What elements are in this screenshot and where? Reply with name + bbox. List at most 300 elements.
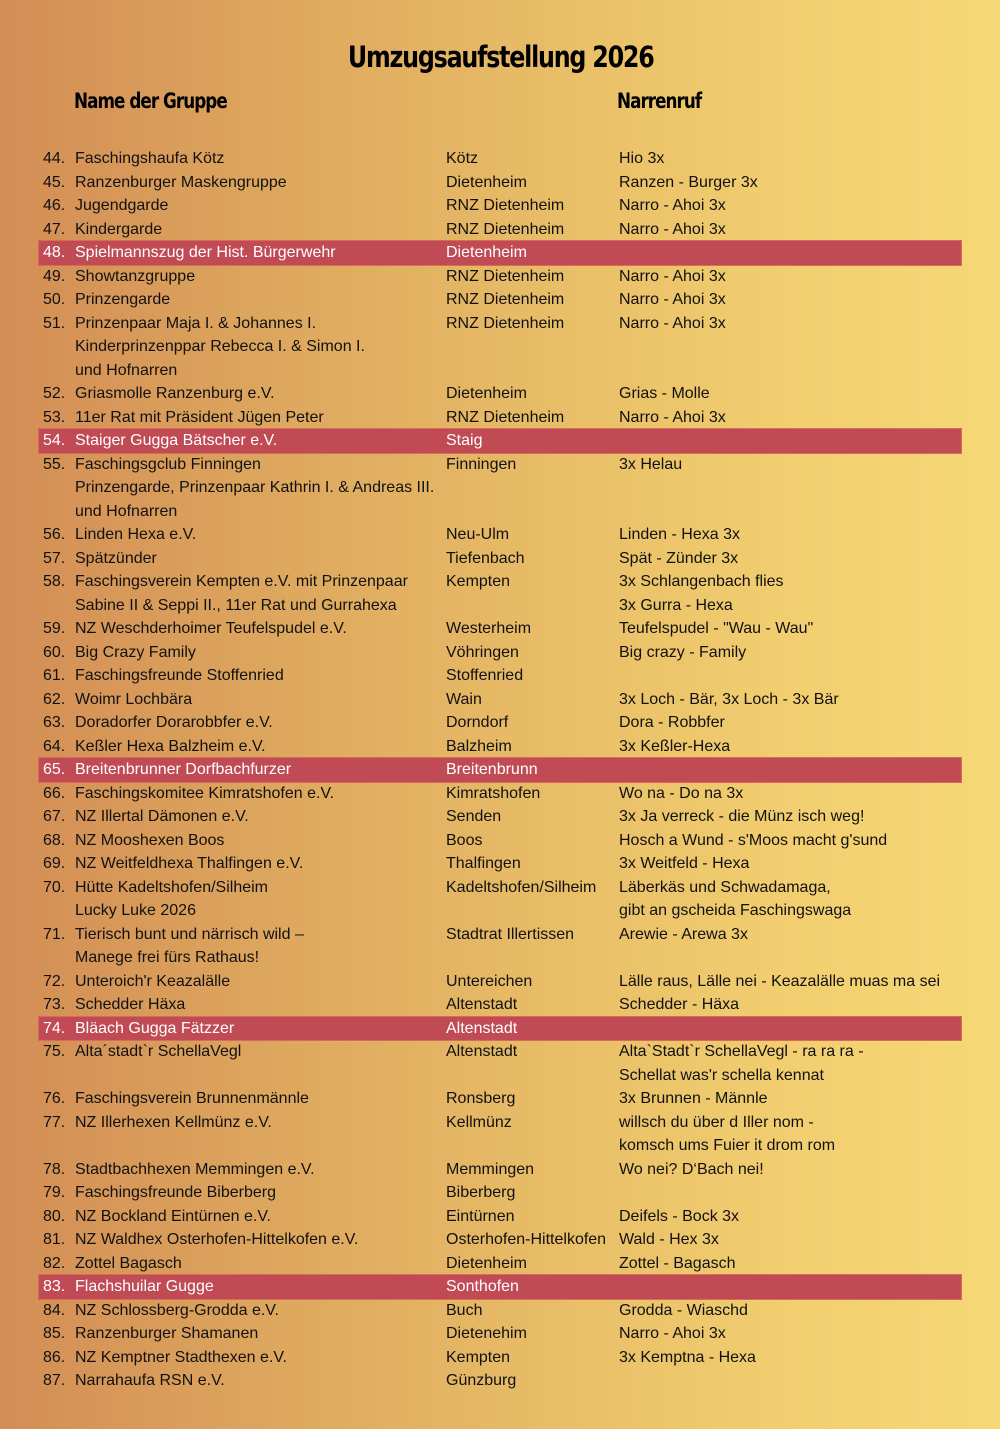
group-name-line: Woimr Lochbära <box>75 690 193 708</box>
entry-number: 58. <box>43 573 66 590</box>
entry-number: 50. <box>43 291 66 308</box>
entry-number: 74. <box>43 1019 66 1037</box>
entry-number: 56. <box>43 526 66 543</box>
group-place: Stoffenried <box>446 667 524 684</box>
entry-number: 85. <box>43 1325 66 1342</box>
narrenruf-line: Narro - Ahoi 3x <box>619 291 726 308</box>
narrenruf-line: Big crazy - Family <box>619 643 747 661</box>
narrenruf <box>618 617 961 641</box>
group-name-line: Faschingsgclub Finningen <box>75 455 261 473</box>
narrenruf <box>618 805 961 829</box>
narrenruf <box>618 547 961 571</box>
entry-number: 54. <box>43 432 66 449</box>
group-place: Untereichen <box>446 972 533 990</box>
group-place: Vöhringen <box>446 643 519 661</box>
list-item <box>39 923 961 970</box>
group-place: Neu-Ulm <box>446 526 510 543</box>
narrenruf <box>618 664 961 688</box>
narrenruf-line: 3x Weitfeld - Hexa <box>619 855 750 872</box>
list-item <box>39 1369 961 1393</box>
list-item <box>39 852 961 876</box>
group-name <box>75 1158 446 1182</box>
narrenruf-line: Alta`Stadt`r SchellaVegl - ra ra ra - <box>619 1043 864 1060</box>
narrenruf <box>618 1275 961 1299</box>
entry-number: 49. <box>43 267 66 285</box>
group-name <box>75 312 446 383</box>
entry-number: 52. <box>43 385 66 402</box>
entry-number: 65. <box>43 761 66 778</box>
entry-number: 76. <box>43 1090 66 1107</box>
entry-number: 73. <box>43 996 66 1013</box>
narrenruf-line: 3x Keßler-Hexa <box>619 737 731 755</box>
list-item <box>39 688 961 712</box>
group-name-line: NZ Weschderhoimer Teufelspudel e.V. <box>75 620 347 637</box>
group-name-line: Kindergarde <box>75 220 163 238</box>
narrenruf <box>618 758 961 782</box>
narrenruf-line: Wo nei? D‘Bach nei! <box>619 1160 764 1178</box>
group-place: Senden <box>446 808 502 825</box>
group-place: Altenstadt <box>446 996 518 1013</box>
entry-number: 75. <box>43 1043 66 1060</box>
list-item <box>39 1111 961 1158</box>
narrenruf-line: 3x Ja verreck - die Münz isch weg! <box>619 808 865 825</box>
entry-number: 63. <box>43 714 66 731</box>
list-item <box>39 1205 961 1229</box>
group-name <box>75 735 446 759</box>
narrenruf-line: Narro - Ahoi 3x <box>619 267 726 285</box>
narrenruf <box>618 1252 961 1276</box>
narrenruf-line: Narro - Ahoi 3x <box>619 1325 726 1342</box>
entry-number: 82. <box>43 1254 66 1272</box>
group-name <box>75 664 446 688</box>
narrenruf <box>618 1181 961 1205</box>
narrenruf <box>618 1205 961 1229</box>
group-name-line: Bläach Gugga Fätzzer <box>75 1019 235 1037</box>
narrenruf-line: Wo na - Do na 3x <box>619 784 744 802</box>
group-name-line: 11er Rat mit Präsident Jügen Peter <box>75 408 324 426</box>
group-name-line: Big Crazy Family <box>75 643 196 661</box>
narrenruf <box>618 1346 961 1370</box>
group-name <box>75 758 446 782</box>
narrenruf <box>618 688 961 712</box>
list-item <box>39 1181 961 1205</box>
group-name <box>75 876 446 923</box>
group-name <box>75 688 446 712</box>
group-name-line: Faschingsverein Brunnenmännle <box>75 1090 309 1107</box>
entry-number: 64. <box>43 737 66 755</box>
group-name <box>75 570 446 617</box>
group-name-line: Jugendgarde <box>75 197 169 214</box>
group-place: Kellmünz <box>446 1113 512 1131</box>
entry-number: 69. <box>43 855 66 872</box>
narrenruf-line: Deifels - Bock 3x <box>619 1207 740 1225</box>
group-name <box>75 547 446 571</box>
group-place: RNZ Dietenheim <box>446 267 565 285</box>
group-place: Eintürnen <box>446 1207 515 1225</box>
list-item-highlighted <box>39 1017 961 1041</box>
entry-number: 60. <box>43 643 66 661</box>
group-name <box>75 147 446 171</box>
column-header-narrenruf: Narrenruf <box>617 89 702 113</box>
group-place: Wain <box>446 690 482 708</box>
entry-number: 57. <box>43 549 66 567</box>
narrenruf-line: Lälle raus, Lälle nei - Keazalälle muas ma sei <box>619 972 941 990</box>
group-place: RNZ Dietenheim <box>446 314 565 332</box>
narrenruf-line: Zottel - Bagasch <box>619 1254 736 1272</box>
entry-number: 87. <box>43 1372 66 1389</box>
list-item <box>39 782 961 806</box>
narrenruf-line: Spät - Zünder 3x <box>619 549 739 567</box>
narrenruf <box>618 711 961 735</box>
list-item <box>39 147 961 171</box>
group-name-line: Spielmannszug der Hist. Bürgerwehr <box>75 244 336 261</box>
list-item <box>39 570 961 617</box>
group-name-line: Faschingsverein Kempten e.V. mit Prinzenpaar <box>75 573 408 590</box>
narrenruf <box>618 406 961 430</box>
group-name-line: Ranzenburger Shamanen <box>75 1325 259 1342</box>
narrenruf <box>618 876 961 923</box>
narrenruf <box>618 429 961 453</box>
group-place: Finningen <box>446 455 517 473</box>
group-name-line: Showtanzgruppe <box>75 267 196 285</box>
group-place: RNZ Dietenheim <box>446 220 565 238</box>
list-item <box>39 1299 961 1323</box>
group-place: Ronsberg <box>446 1090 516 1107</box>
narrenruf <box>618 993 961 1017</box>
narrenruf-line: Schellat was'r schella kennat <box>619 1066 824 1084</box>
list-item <box>39 547 961 571</box>
narrenruf-line: komsch ums Fuier it drom rom <box>619 1137 836 1154</box>
list-item <box>39 1087 961 1111</box>
narrenruf-line: Läberkäs und Schwadamaga, <box>619 878 831 896</box>
group-name-line: NZ Weitfeldhexa Thalfingen e.V. <box>75 855 304 872</box>
list-item <box>39 735 961 759</box>
narrenruf <box>618 1322 961 1346</box>
entry-number: 68. <box>43 831 66 849</box>
group-name <box>75 617 446 641</box>
list-item <box>39 1228 961 1252</box>
narrenruf-line: Arewie - Arewa 3x <box>619 925 748 943</box>
list-item <box>39 194 961 218</box>
group-name <box>75 1228 446 1252</box>
narrenruf <box>618 288 961 312</box>
list-item <box>39 970 961 994</box>
entry-number: 80. <box>43 1207 66 1225</box>
list-item <box>39 382 961 406</box>
narrenruf <box>618 782 961 806</box>
group-name <box>75 923 446 970</box>
group-name-line: NZ Waldhex Osterhofen-Hittelkofen e.V. <box>75 1231 359 1248</box>
group-place: Memmingen <box>446 1160 535 1178</box>
entry-number: 51. <box>43 314 66 332</box>
group-place: Dorndorf <box>446 714 509 731</box>
narrenruf-line: Ranzen - Burger 3x <box>619 173 758 191</box>
group-place: Dietenheim <box>446 1254 527 1272</box>
group-name-line: Lucky Luke 2026 <box>75 902 196 919</box>
group-name-line: Prinzenpaar Maja I. & Johannes I. <box>75 314 317 332</box>
group-name-line: Prinzengarde <box>75 291 171 308</box>
group-place: Westerheim <box>446 620 532 637</box>
entry-number: 44. <box>43 150 66 167</box>
group-name-line: Kinderprinzenppar Rebecca I. & Simon I. <box>75 338 365 355</box>
narrenruf <box>618 312 961 383</box>
entry-number: 70. <box>43 878 66 896</box>
list-item-highlighted <box>39 241 961 265</box>
group-name <box>75 1017 446 1041</box>
group-place: Tiefenbach <box>446 549 525 567</box>
entry-number: 62. <box>43 690 66 708</box>
narrenruf-line: 3x Loch - Bär, 3x Loch - 3x Bär <box>619 690 839 708</box>
list-item <box>39 171 961 195</box>
group-place: Altenstadt <box>446 1043 518 1060</box>
group-name-line: Prinzengarde, Prinzenpaar Kathrin I. & Andreas III. <box>75 479 435 496</box>
group-name <box>75 1346 446 1370</box>
entry-number: 72. <box>43 972 66 990</box>
narrenruf-line: gibt an gscheida Faschingswaga <box>619 902 852 919</box>
group-name <box>75 406 446 430</box>
entry-number: 46. <box>43 197 66 214</box>
group-name-line: Doradorfer Dorarobbfer e.V. <box>75 714 273 731</box>
narrenruf <box>618 265 961 289</box>
group-name <box>75 1299 446 1323</box>
narrenruf-line: 3x Kemptna - Hexa <box>619 1348 756 1366</box>
list-item <box>39 993 961 1017</box>
group-place: Buch <box>446 1301 483 1319</box>
group-place: Dietenheim <box>446 173 527 191</box>
page-title: Umzugsaufstellung 2026 <box>347 40 654 74</box>
group-name <box>75 194 446 218</box>
entry-number: 53. <box>43 408 66 426</box>
list-item <box>39 1322 961 1346</box>
group-name <box>75 265 446 289</box>
group-place: Dietenehim <box>446 1325 527 1342</box>
narrenruf <box>618 1369 961 1393</box>
narrenruf-line: 3x Helau <box>619 455 683 473</box>
list-item <box>39 641 961 665</box>
group-name-line: NZ Illertal Dämonen e.V. <box>75 808 249 825</box>
group-name <box>75 382 446 406</box>
group-place: Kempten <box>446 1348 511 1366</box>
narrenruf <box>618 852 961 876</box>
entry-number: 59. <box>43 620 66 637</box>
group-name-line: Tierisch bunt und närrisch wild – <box>75 925 304 943</box>
list-item <box>39 711 961 735</box>
group-name-line: Unteroich'r Keazalälle <box>75 972 231 990</box>
narrenruf <box>618 218 961 242</box>
group-name <box>75 829 446 853</box>
narrenruf <box>618 523 961 547</box>
group-name-line: Faschingsfreunde Biberberg <box>75 1184 277 1201</box>
list-item-highlighted <box>39 429 961 453</box>
group-place: RNZ Dietenheim <box>446 197 565 214</box>
narrenruf-line: Grias - Molle <box>619 385 710 402</box>
group-name <box>75 970 446 994</box>
group-name-line: Spätzünder <box>75 549 157 567</box>
group-place: Breitenbrunn <box>446 761 538 778</box>
group-name <box>75 1369 446 1393</box>
list-item <box>39 664 961 688</box>
narrenruf-line: Narro - Ahoi 3x <box>619 220 726 238</box>
entry-number: 84. <box>43 1301 66 1319</box>
group-name-line: Faschingskomitee Kimratshofen e.V. <box>75 784 335 802</box>
group-name <box>75 805 446 829</box>
entry-number: 61. <box>43 667 66 684</box>
group-place: RNZ Dietenheim <box>446 291 565 308</box>
group-place: Balzheim <box>446 737 512 755</box>
group-name-line: Faschingsfreunde Stoffenried <box>75 667 284 684</box>
narrenruf-line: Teufelspudel - "Wau - Wau" <box>619 620 814 637</box>
list-item <box>39 617 961 641</box>
entry-number: 67. <box>43 808 66 825</box>
narrenruf-line: Wald - Hex 3x <box>619 1231 719 1248</box>
entry-number: 83. <box>43 1278 66 1295</box>
group-name-line: Manege frei fürs Rathaus! <box>75 949 260 966</box>
group-name-line: Zottel Bagasch <box>75 1254 182 1272</box>
group-name-line: Linden Hexa e.V. <box>75 526 197 543</box>
group-name <box>75 1087 446 1111</box>
narrenruf <box>618 1111 961 1158</box>
narrenruf <box>618 1158 961 1182</box>
group-place: RNZ Dietenheim <box>446 408 565 426</box>
group-name <box>75 1322 446 1346</box>
group-name-line: und Hofnarren <box>75 502 178 520</box>
narrenruf <box>618 735 961 759</box>
group-place: Stadtrat Illertissen <box>446 925 575 943</box>
narrenruf <box>618 194 961 218</box>
narrenruf <box>618 923 961 970</box>
entry-number: 78. <box>43 1160 66 1178</box>
group-name-line: Breitenbrunner Dorfbachfurzer <box>75 761 292 778</box>
list-item <box>39 1252 961 1276</box>
entry-number: 86. <box>43 1348 66 1366</box>
narrenruf-line: Narro - Ahoi 3x <box>619 408 726 426</box>
list-item <box>39 1158 961 1182</box>
group-name-line: Hütte Kadeltshofen/Silheim <box>75 878 268 896</box>
group-name-line: NZ Schlossberg-Grodda e.V. <box>75 1301 279 1319</box>
narrenruf <box>618 171 961 195</box>
group-name <box>75 523 446 547</box>
narrenruf-line: Schedder - Häxa <box>619 996 740 1013</box>
group-name-line: Staiger Gugga Bätscher e.V. <box>75 432 278 449</box>
narrenruf-line: Linden - Hexa 3x <box>619 526 740 543</box>
narrenruf-line: Grodda - Wiaschd <box>619 1301 748 1319</box>
group-name <box>75 1275 446 1299</box>
group-name-line: Sabine II & Seppi II., 11er Rat und Gurrahexa <box>75 596 397 614</box>
entry-number: 79. <box>43 1184 66 1201</box>
group-name-line: NZ Illerhexen Kellmünz e.V. <box>75 1113 272 1131</box>
entry-number: 48. <box>43 244 66 261</box>
list-item <box>39 312 961 383</box>
list-item <box>39 805 961 829</box>
group-name <box>75 711 446 735</box>
group-name-line: Keßler Hexa Balzheim e.V. <box>75 737 266 755</box>
narrenruf <box>618 570 961 617</box>
list-item <box>39 406 961 430</box>
group-name-line: Ranzenburger Maskengruppe <box>75 173 287 191</box>
group-name <box>75 1040 446 1087</box>
entry-number: 71. <box>43 925 66 943</box>
narrenruf-line: 3x Schlangenbach flies <box>619 573 784 590</box>
list-item-highlighted <box>39 758 961 782</box>
group-place: Boos <box>446 831 483 849</box>
narrenruf <box>618 1299 961 1323</box>
group-name-line: NZ Mooshexen Boos <box>75 831 225 849</box>
group-name-line: Alta´stadt`r SchellaVegl <box>75 1043 242 1060</box>
narrenruf <box>618 829 961 853</box>
group-place: Kimratshofen <box>446 784 541 802</box>
group-name-line: Griasmolle Ranzenburg e.V. <box>75 385 275 402</box>
group-name-line: Faschingshaufa Kötz <box>75 150 225 167</box>
narrenruf-line: Hio 3x <box>619 150 665 167</box>
group-place: Günzburg <box>446 1372 517 1389</box>
narrenruf <box>618 1017 961 1041</box>
narrenruf-line: willsch du über d Iller nom - <box>619 1113 814 1131</box>
group-name-line: Schedder Häxa <box>75 996 186 1013</box>
group-place: Sonthofen <box>446 1278 519 1295</box>
narrenruf-line: Dora - Robbfer <box>619 714 725 731</box>
narrenruf-line: 3x Gurra - Hexa <box>619 596 733 614</box>
list-item <box>39 523 961 547</box>
group-place: Altenstadt <box>446 1019 518 1037</box>
group-name-line: Stadtbachhexen Memmingen e.V. <box>75 1160 315 1178</box>
group-name-line: NZ Bockland Eintürnen e.V. <box>75 1207 271 1225</box>
group-name-line: und Hofnarren <box>75 361 178 379</box>
narrenruf <box>618 641 961 665</box>
list-item <box>39 1346 961 1370</box>
group-name <box>75 171 446 195</box>
group-name <box>75 1181 446 1205</box>
narrenruf <box>618 1087 961 1111</box>
group-name-line: Flachshuilar Gugge <box>75 1278 214 1295</box>
group-place: Kempten <box>446 573 511 590</box>
group-name <box>75 852 446 876</box>
narrenruf-line: Narro - Ahoi 3x <box>619 314 726 332</box>
group-name <box>75 1205 446 1229</box>
entry-number: 81. <box>43 1231 66 1248</box>
entry-number: 77. <box>43 1113 66 1131</box>
narrenruf-line: Hosch a Wund - s'Moos macht g'sund <box>619 831 888 849</box>
list-item <box>39 876 961 923</box>
narrenruf <box>618 453 961 524</box>
parade-lineup-list <box>39 147 961 1393</box>
entry-number: 66. <box>43 784 66 802</box>
narrenruf <box>618 1040 961 1087</box>
group-name-line: NZ Kemptner Stadthexen e.V. <box>75 1348 287 1366</box>
narrenruf <box>618 1228 961 1252</box>
group-name <box>75 1252 446 1276</box>
narrenruf-line: Narro - Ahoi 3x <box>619 197 726 214</box>
group-name <box>75 993 446 1017</box>
narrenruf-line: 3x Brunnen - Männle <box>619 1090 768 1107</box>
narrenruf <box>618 970 961 994</box>
narrenruf <box>618 147 961 171</box>
list-item <box>39 265 961 289</box>
group-place: Biberberg <box>446 1184 516 1201</box>
group-place: Staig <box>446 432 483 449</box>
list-item-highlighted <box>39 1275 961 1299</box>
group-name <box>75 241 446 265</box>
narrenruf <box>618 382 961 406</box>
column-header-group-name: Name der Gruppe <box>74 89 227 113</box>
group-name <box>75 218 446 242</box>
group-place: Kadeltshofen/Silheim <box>446 878 597 896</box>
group-name-line: Narrahaufa RSN e.V. <box>75 1372 225 1389</box>
group-place: Kötz <box>446 150 479 167</box>
entry-number: 55. <box>43 455 66 473</box>
entry-number: 45. <box>43 173 66 191</box>
group-name <box>75 782 446 806</box>
entry-number: 47. <box>43 220 66 238</box>
